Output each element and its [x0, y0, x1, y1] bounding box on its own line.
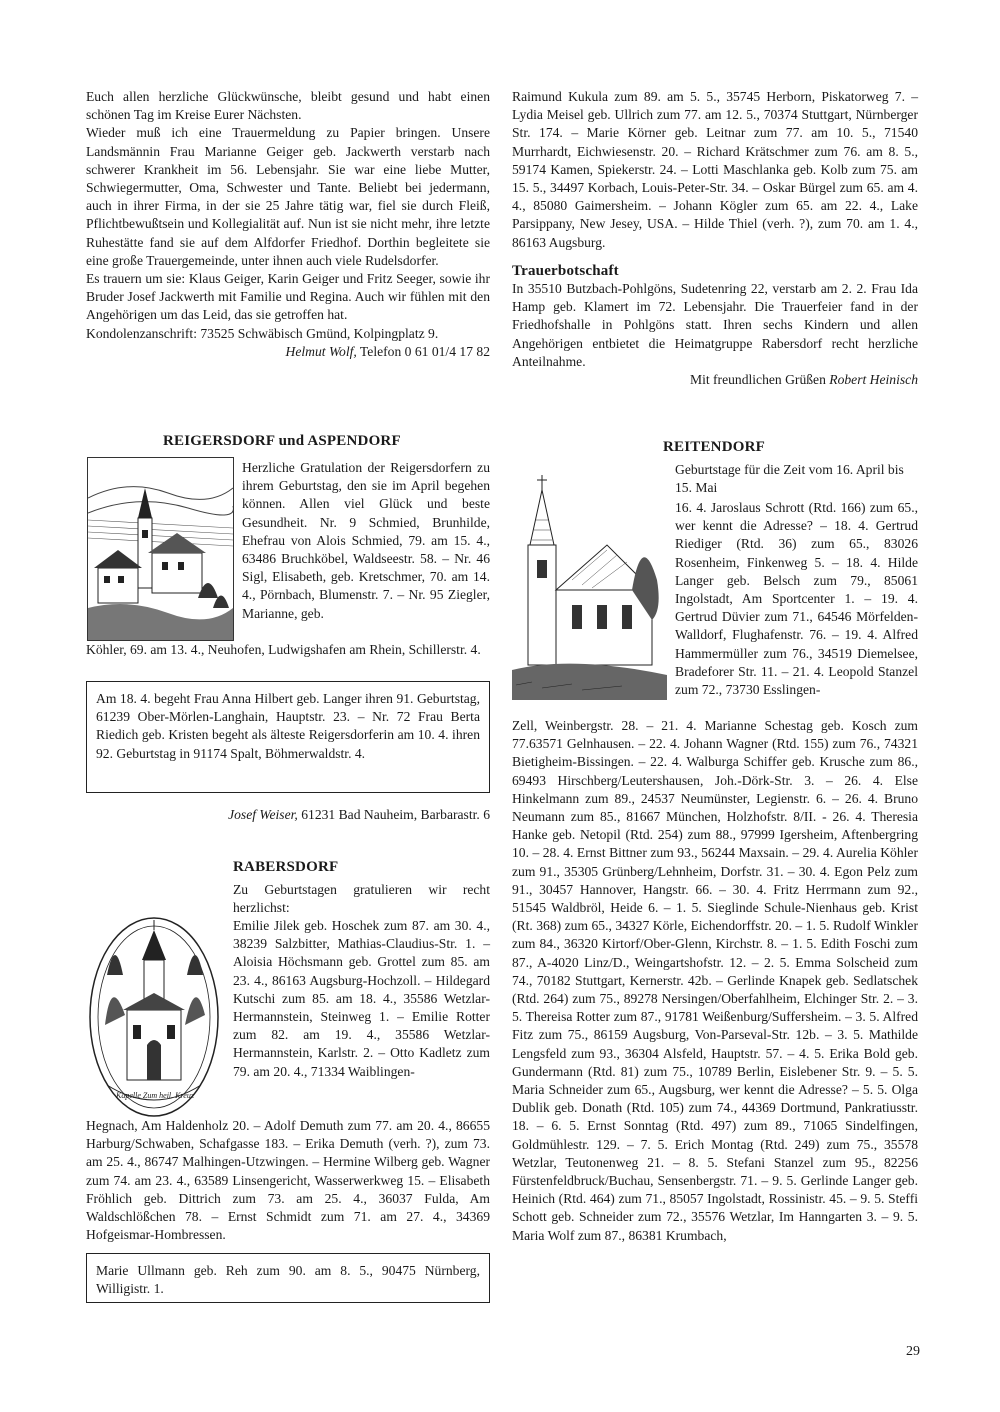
reigersdorf-title: REIGERSDORF und ASPENDORF: [163, 433, 401, 449]
village-drawing-icon: [88, 458, 233, 640]
rabersdorf-birthdays-cont: Hegnach, Am Haldenholz 20. – Adolf Demuth zum 77. am 20. 4., 86655 Harburg/Schwaben, Schafgasse 183. – Erika Demuth (verh. ?), zum 73. am 25. 4., 86747 Malhingen-Utzwingen. – Hermine Wilberg geb. Wagner zum 74. am 23. 4., 63589 Linsengericht, Wasserwerkweg 15. – Elisabeth Fröhlich geb. Dittrich zum 73. am 25. 4., 36037 Fulda, Am Waldschlößchen 78. – Ernst Schmidt zum 71. am 27. 4., 34369 Hofgeismar-Hombressen.: [86, 1118, 490, 1243]
reigersdorf-box-text: Am 18. 4. begeht Frau Anna Hilbert geb. Langer ihren 91. Geburtstag, 61239 Ober-Mörlen-Langhain, Hauptstr. 23. – Nr. 72 Frau Berta Riedich geb. Kristen begeht als älteste Reigersdorferin am 10. 4. ihren 92. Geburtstag in 91174 Spalt, Böhmerwaldstr. 4.: [96, 691, 480, 761]
reigersdorf-birthdays: Herzliche Gratulation der Reigersdorfern zu ihrem Geburtstag, den sie im April begehen können. Allen viel Glück und beste Gesundheit. Nr. 9 Schmied, Brunhilde, Ehefrau von Alois Schmied, 79. am 15. 4., 63486 Bruchköbel, Waldseestr. 58. – Nr. 46 Sigl, Elisabeth, geb. Kretschmer, 70. am 14. 4., Pörnbach, Blumenstr. 7. – Nr. 95 Ziegler, Marianne, geb.: [242, 460, 490, 621]
chapel-caption: Kapelle Zum heil. Kreuz: [116, 1091, 194, 1100]
trauerbotschaft-text: In 35510 Butzbach-Pohlgöns, Sudetenring 22, verstarb am 2. 2. Frau Ida Hamp geb. Klamert im 72. Lebensjahr. Die Trauerfeier fand in der Friedhofshalle in Pohlgöns statt. Ihren sechs Kindern und allen Angehörigen entbietet die Heimatgruppe Rabersdorf recht herzliche Anteilnahme.: [512, 281, 918, 369]
birthdays-text: Raimund Kukula zum 89. am 5. 5., 35745 Herborn, Piskatorweg 7. – Lydia Meisel geb. Ullrich zum 77. am 12. 5., 70374 Stuttgart, Nürnberger Str. 174. – Marie Körner geb. Leitnar zum 77. am 10. 5., 71540 Murrhardt, Eichwiesenstr. 20. – Richard Krätschmer zum 76. am 8. 5., 59174 Kamen, Spiekerstr. 24. – Lotti Maschlanka geb. Kolb zum 75. am 15. 5., 34497 Korbach, Louis-Peter-Str. 34. – Oskar Bürgel zum 65. am 4. 4., 85080 Gaimersheim. – Johann Kögler zum 65. am 22. 4., Lake Parsippany, New Jesey, USA. – Hilde Thiel (verh. ?), zum 70. am 1. 4., 86163 Augsburg.: [512, 89, 918, 250]
rabersdorf-intro: [233, 881, 490, 917]
reitendorf-text: [675, 499, 918, 699]
rabersdorf-birthdays: Emilie Jilek geb. Hoschek zum 87. am 30. 4., 38239 Salzbitter, Mathias-Claudius-Str. 1. – Aloisia Höchsmann geb. Grottel zum 85. am 23. 4., 86163 Augsburg-Hochzoll. – Hildegard Kutschi zum 85. am 18. 4., 35586 Wetzlar-Hermannstein, Steinweg 1. – Emilie Rotter zum 82. am 19. 4., 35586 Wetzlar-Hermannstein, Karlstr. 2. – Otto Kadletz zum 79. am 20. 4., 71334 Waiblingen-: [233, 918, 490, 1079]
chapel-illustration: [87, 915, 222, 1120]
reigersdorf-box: [86, 681, 490, 793]
page-number: 29: [906, 1344, 920, 1359]
rabersdorf-text-cont: [86, 1117, 490, 1244]
rabersdorf-intro-text: Zu Geburtstagen gratulieren wir recht herzlichst:: [233, 882, 490, 916]
chapel-icon: [87, 915, 222, 1120]
reitendorf-intro-text: Geburtstage für die Zeit vom 16. April bis 15. Mai: [675, 462, 904, 496]
reitendorf-intro: [675, 461, 918, 497]
author-signature: Helmut Wolf, Telefon 0 61 01/4 17 82: [285, 343, 490, 359]
obituary-text: Wieder muß ich eine Trauermeldung zu Papier bringen. Unsere Landsmännin Frau Marianne Geiger geb. Jackwerth verstarb nach schwerer Krankheit im 56. Lebensjahr. Sie war eine liebe Mutter, Schwiegermutter, Oma, Schwester und Tante. Beliebt bei jedermann, auch in ihrer Firma, in der sie 25 Jahre tätig war, fiel sie durch Fleiß, Pflichtbewußtsein und Kollegialität auf. Nun ist sie nicht mehr, ihre letzte Ruhestätte fand sie auf dem Alfdorfer Friedhof. Dorthin begleitete sie eine große Trauergemeinde, unter ihnen auch viele Rudelsdorfer.: [86, 125, 490, 268]
greeting-text: Euch allen herzliche Glückwünsche, bleibt gesund und habt einen schönen Tag im Kreise Eurer Nächsten.: [86, 89, 490, 123]
church-icon: [512, 470, 667, 700]
greeting-article: [86, 88, 490, 361]
rabersdorf-box-text: Marie Ullmann geb. Reh zum 90. am 8. 5., 90475 Nürnberg, Willigistr. 1.: [96, 1263, 480, 1297]
rabersdorf-title: RABERSDORF: [233, 859, 339, 875]
rabersdorf-box: [86, 1253, 490, 1303]
church-illustration: [512, 470, 667, 700]
reitendorf-birthdays: 16. 4. Jaroslaus Schrott (Rtd. 166) zum 65., wer kennt die Adresse? – 18. 4. Gertrud Riediger (Rtd. 36) zum 65., 83026 Rosenheim, Finkenweg 5. – 18. 4. Hilde Langer geb. Belsch zum 79., 85061 Ingolstadt, Am Sportcenter 1. – 19. 4. Gertrud Düvier zum 71., 64546 Mörfelden-Walldorf, Flughafenstr. 76. – 19. 4. Alfred Hammermüller zum 76., 34519 Diemelsee, Bradeforer Str. 11. – 21. 4. Leopold Stanzel zum 72., 73730 Esslingen-: [675, 500, 918, 698]
birthdays-continued: [512, 88, 918, 389]
reigersdorf-birthdays-cont: Köhler, 69. am 13. 4., Neuhofen, Ludwigshafen am Rhein, Schillerstr. 4.: [86, 642, 481, 657]
trauerbotschaft-heading: Trauerbotschaft: [512, 262, 619, 279]
village-illustration: [87, 457, 234, 641]
trauer-signature: Mit freundlichen Grüßen Robert Heinisch: [689, 372, 918, 388]
reigersdorf-text-cont: [86, 641, 490, 659]
reigersdorf-text: [242, 459, 490, 623]
reitendorf-birthdays-cont: Zell, Weinbergstr. 28. – 21. 4. Marianne Schestag geb. Kosch zum 77.63571 Gelnhausen. – 22. 4. Johann Wagner (Rtd. 155) zum 76., 74321 Bietigheim-Bissingen. – 22. 4. Walburga Schiffer geb. Krusche zum 86., 69493 Hirschberg/Leutershausen, Joh.-Dörk-Str. 3. – 26. 4. Else Hinkelmann zum 89., 24537 Neumünster, Legienstr. 6. – 26. 4. Bruno Neumann zum 85., 81667 München, Holzhofstr. 8/II. - 26. 4. Theresia Hanke geb. Netopil (Rtd. 254) zum 88., 97999 Igersheim, Aftenbergring 10. – 28. 4. Ernst Bittner zum 93., 56244 Maxsain. – 29. 4. Aurelia Köhler zum 91., 35305 Grünberg/Lehnheim, Dorfstr. 31. – 30. 4. Egon Pelz zum 91., 30457 Hannover, Hangstr. 66. – 30. 4. Fritz Herrmann zum 92., 51545 Waldbröl, Heide 6. – 1. 5. Sieglinde Schule-Nienhaus geb. Krist (Rt. 368) zum 65., 34327 Körle, Eichendorffstr. 20. – 1. 5. Rudolf Winkler zum 84., 36320 Kirtorf/Ober-Glenn, Kirchstr. 8. – 1. 5. Edith Foschi zum 87., A-4020 Linz/D., Weingartshofstr. 12. – 2. 5. Emma Solscheid zum 74., 70182 Stuttgart, Kernerstr. 42b. – Gerlinde Knapek geb. Sedlatschek (Rtd. 264) zum 75., 89278 Nersingen/Oberfahlheim, Elchinger Str. 2. – 3. 5. Thereisa Rotter zum 87., 91781 Weißenburg/Suffersheim. – 3. 5. Alfred Fitz zum 75., 86159 Augsburg, Von-Parseval-Str. 12b. – 3. 5. Mathilde Lengsfeld zum 93., 36304 Alsfeld, Hauptstr. 57. – 4. 5. Erika Bold geb. Gundermann (Rtd. 81) zum 75., 10789 Berlin, Eislebener Str. 9. – 5. 5. Maria Schneider zum 65., Augsburg, wer kennt die Adresse? – 5. 5. Olga Dublik geb. Donath (Rtd. 105) zum 74., 44369 Dortmund, Pankratiusstr. 18. – 6. 5. Ernst Sonntag (Rtd. 497) zum 89., 71065 Sindelfingen, Goldmühlestr. 129. – 7. 5. Erich Montag (Rtd. 249) zum 75., 35578 Wetzlar, Teutonenweg 21. – 8. 5. Stefani Stanzel zum 95., 82256 Fürstenfeldbruck/Buchau, Sensenbergstr. 71. – 9. 5. Gerlinde Langer geb. Heinich (Rtd. 464) zum 71., 85057 Ingolstadt, Rossinistr. 45. – 9. 5. Steffi Schott geb. Schneider zum 72., 35576 Wetzlar, Im Hanngarten 3. – 9. 5. Maria Wolf zum 87., 86381 Krumbach,: [512, 718, 918, 1243]
condolence-address: Kondolenzanschrift: 73525 Schwäbisch Gmünd, Kolpingplatz 9.: [86, 325, 439, 341]
mourners-text: Es trauern um sie: Klaus Geiger, Karin Geiger und Fritz Seeger, sowie ihr Bruder Josef Jackwerth mit Familie und Regina. Auch wir fühlen mit den Angehörigen um das Leid, das sie getroffen hat.: [86, 271, 490, 323]
reitendorf-text-cont: [512, 717, 918, 1245]
reitendorf-title: REITENDORF: [663, 439, 766, 455]
reigersdorf-signature: Josef Weiser, 61231 Bad Nauheim, Barbarastr. 6: [228, 807, 490, 822]
rabersdorf-text: [233, 917, 490, 1081]
